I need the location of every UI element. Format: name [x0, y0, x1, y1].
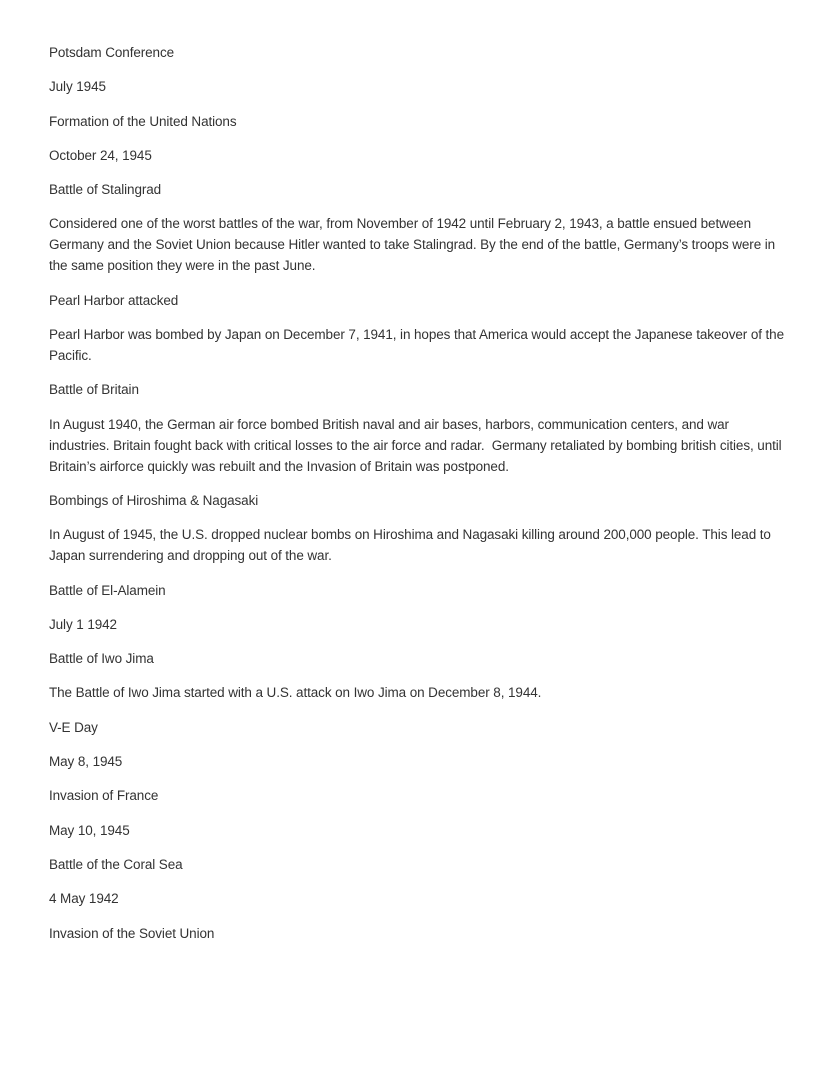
event-title: Formation of the United Nations	[49, 113, 237, 129]
event-date: October 24, 1945	[49, 147, 152, 163]
event-date: 4 May 1942	[49, 891, 119, 907]
event-date: May 10, 1945	[49, 822, 130, 838]
event-date: May 8, 1945	[49, 754, 123, 770]
event-description: Considered one of the worst battles of the war, from November of 1942 until February 2, 1943, a battle ensued between Germany and the Soviet Union because Hitler wanted to take Stalingrad. By the end of the battle, Germany’s troops were in the same position they were in the past June.	[49, 216, 779, 274]
event-description: In August 1940, the German air force bombed British naval and air bases, harbors, communication centers, and war industries. Britain fought back with critical losses to the air force and radar. Germany retaliated by bombing british cities, until Britain’s airforce quickly was rebuilt and the Invasion of Britain was postponed.	[49, 416, 786, 474]
event-description: The Battle of Iwo Jima started with a U.S. attack on Iwo Jima on December 8, 1944.	[49, 685, 542, 701]
event-title: Battle of El-Alamein	[49, 582, 166, 598]
event-date: July 1 1942	[49, 616, 117, 632]
event-description: Pearl Harbor was bombed by Japan on December 7, 1941, in hopes that America would accept the Japanese takeover of the Pacific.	[49, 327, 788, 364]
event-title: Battle of Stalingrad	[49, 182, 162, 198]
event-title: V-E Day	[49, 719, 98, 735]
event-title: Battle of the Coral Sea	[49, 856, 183, 872]
event-title: Battle of Iwo Jima	[49, 651, 154, 667]
event-title: Battle of Britain	[49, 382, 139, 398]
event-title: Invasion of the Soviet Union	[49, 925, 215, 941]
event-date: July 1945	[49, 79, 106, 95]
event-description: In August of 1945, the U.S. dropped nuclear bombs on Hiroshima and Nagasaki killing around 200,000 people. This lead to Japan surrendering and dropping out of the war.	[49, 527, 775, 564]
event-title: Bombings of Hiroshima & Nagasaki	[49, 492, 259, 508]
document-text-body	[49, 42, 791, 957]
event-title: Pearl Harbor attacked	[49, 292, 179, 308]
event-title: Potsdam Conference	[49, 45, 175, 60]
event-title: Invasion of France	[49, 788, 159, 804]
